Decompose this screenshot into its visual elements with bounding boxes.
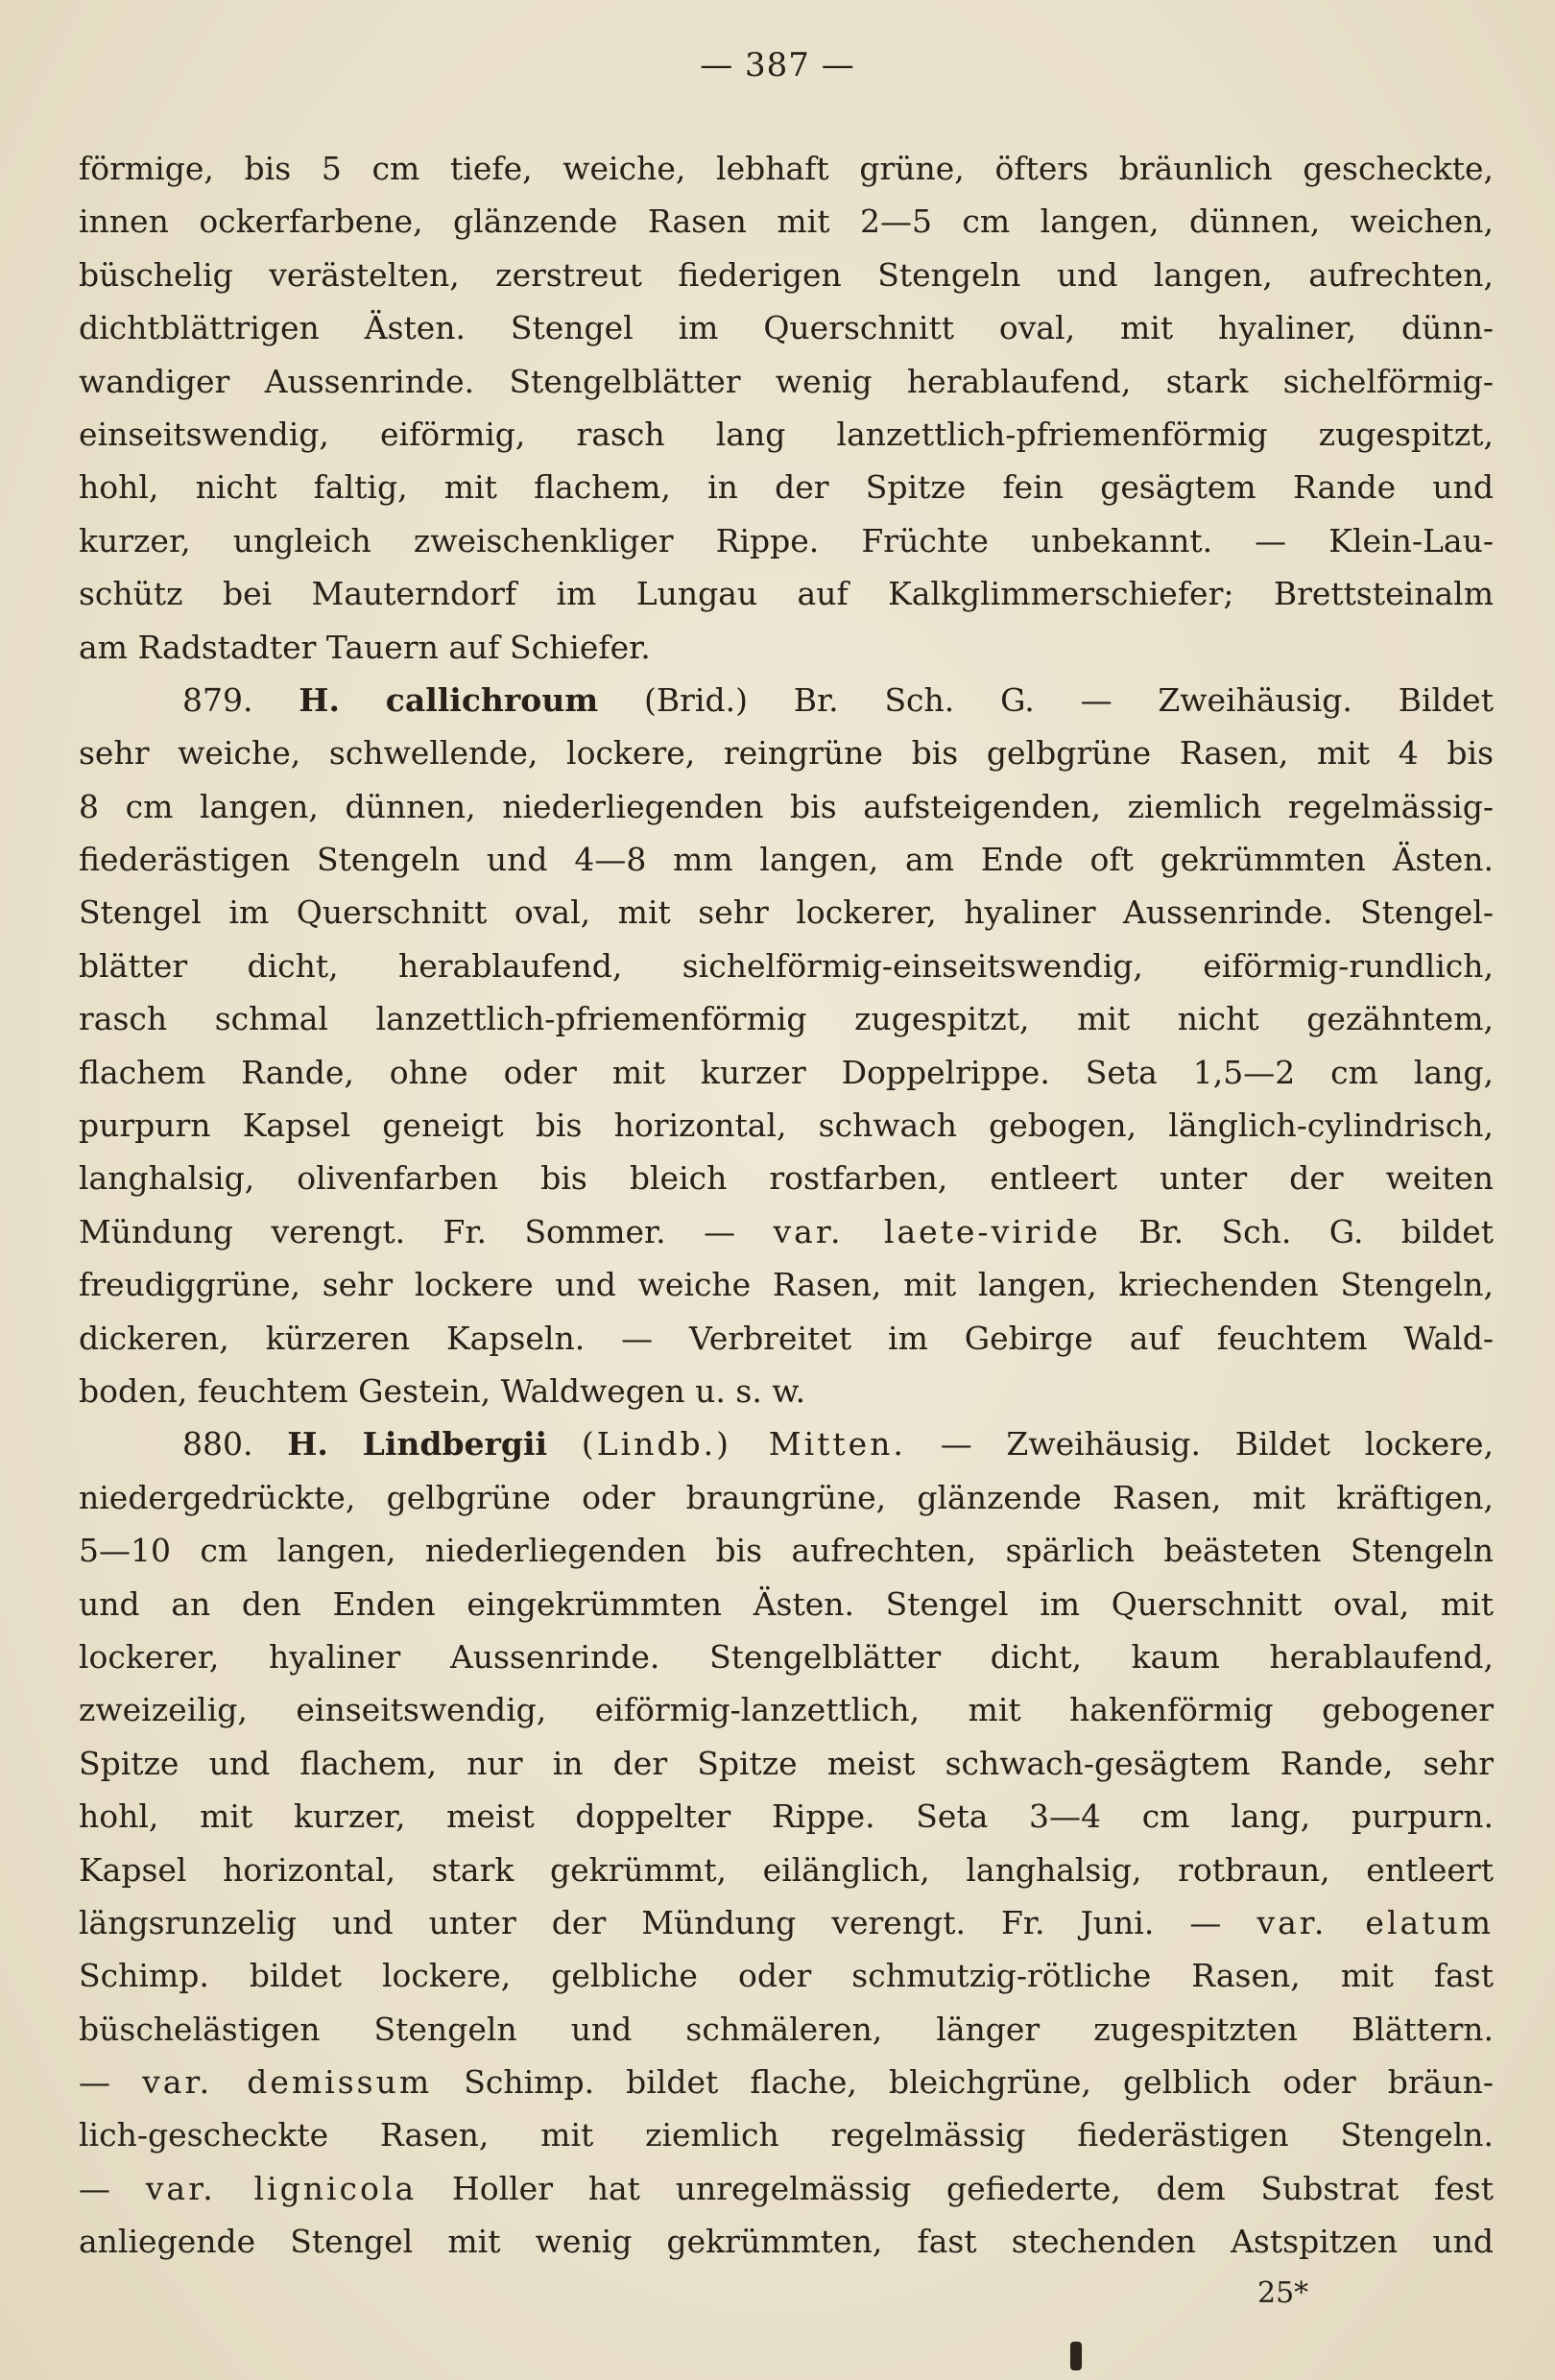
entry-number: 879. — [182, 680, 253, 719]
entry-number: 880. — [182, 1425, 253, 1464]
text-line: lockerer, hyaliner Aussenrinde. Stengelblätter dicht, kaum herablaufend, — [79, 1637, 1494, 1676]
text-line: niedergedrückte, gelbgrüne oder braungrüne, glänzende Rasen, mit kräftigen, — [79, 1478, 1494, 1516]
signature-mark: 25* — [1257, 2276, 1309, 2310]
text-span: Br. Sch. G. bildet — [1138, 1212, 1494, 1250]
text-span: — — [79, 2063, 110, 2102]
text-line: dichtblättrigen Ästen. Stengel im Querschnitt oval, mit hyaliner, dünn- — [79, 309, 1494, 347]
text-line: Stengel im Querschnitt oval, mit sehr lockerer, hyaliner Aussenrinde. Stengel- — [79, 893, 1494, 932]
text-line: Spitze und flachem, nur in der Spitze meist schwach-gesägtem Rande, sehr — [79, 1744, 1494, 1782]
text-line: förmige, bis 5 cm tiefe, weiche, lebhaft grüne, öfters bräunlich gescheckte, — [79, 150, 1494, 187]
text-line: schütz bei Mauterndorf im Lungau auf Kalkglimmerschiefer; Brettsteinalm — [79, 575, 1494, 613]
text-line: blätter dicht, herablaufend, sichelförmig-einseitswendig, eiförmig-rundlich, — [79, 946, 1494, 985]
heading-rest: — Zweihäusig. Bildet lockere, — [940, 1425, 1494, 1464]
page-number: — 387 — — [700, 46, 855, 84]
variety-line — [79, 1205, 1494, 1258]
variety-name: var. demissum — [142, 2063, 433, 2102]
text-line: büschelästigen Stengeln und schmäleren, länger zugespitzten Blättern. — [79, 2010, 1494, 2048]
text-line: langhalsig, olivenfarben bis bleich rostfarben, entleert unter der weiten — [79, 1159, 1494, 1198]
variety-line — [79, 1896, 1494, 1949]
text-line: Schimp. bildet lockere, gelbliche oder schmutzig-rötliche Rasen, mit fast — [79, 1957, 1494, 1995]
text-line: kurzer, ungleich zweischenkliger Rippe. Früchte unbekannt. — Klein-Lau- — [79, 521, 1494, 559]
text-line: am Radstadter Tauern auf Schiefer. — [79, 628, 651, 666]
text-line: hohl, mit kurzer, meist doppelter Rippe. Seta 3—4 cm lang, purpurn. — [79, 1797, 1494, 1836]
genus-abbrev: H. — [299, 680, 340, 719]
species-name: callichroum — [385, 680, 599, 719]
text-span: Schimp. bildet flache, bleichgrüne, gelblich oder bräun- — [464, 2063, 1494, 2102]
variety-name: var. laete-viride — [773, 1212, 1101, 1250]
text-line: anliegende Stengel mit wenig gekrümmten, fast stechenden Astspitzen und — [79, 2223, 1494, 2261]
species-name: Lindbergii — [362, 1425, 548, 1464]
text-line: büschelig verästelten, zerstreut fiederigen Stengeln und langen, aufrechten, — [79, 255, 1494, 294]
variety-line — [79, 2056, 1494, 2108]
text-line: 5—10 cm langen, niederliegenden bis aufrechten, spärlich beästeten Stengeln — [79, 1532, 1494, 1570]
text-line: hohl, nicht faltig, mit flachem, in der Spitze fein gesägtem Rande und — [79, 468, 1494, 507]
text-line: sehr weiche, schwellende, lockere, reingrüne bis gelbgrüne Rasen, mit 4 bis — [79, 734, 1494, 773]
text-span: — — [79, 2169, 110, 2207]
text-line: rasch schmal lanzettlich-pfriemenförmig zugespitzt, mit nicht gezähntem, — [79, 1000, 1494, 1038]
text-span: Mündung verengt. Fr. Sommer. — — [79, 1212, 736, 1250]
authority: (Brid.) Br. Sch. G. — [644, 680, 1035, 719]
text-line: boden, feuchtem Gestein, Waldwegen u. s. w. — [79, 1371, 806, 1410]
authority: (Lindb.) Mitten. — [581, 1425, 906, 1464]
variety-line — [79, 2162, 1494, 2215]
heading-rest: — Zweihäusig. Bildet — [1080, 680, 1494, 719]
text-line: einseitswendig, eiförmig, rasch lang lanzettlich-pfriemenförmig zugespitzt, — [79, 415, 1494, 453]
text-line: freudiggrüne, sehr lockere und weiche Rasen, mit langen, kriechenden Stengeln, — [79, 1266, 1494, 1304]
entry-880-heading — [79, 1417, 1494, 1470]
text-line: zweizeilig, einseitswendig, eiförmig-lanzettlich, mit hakenförmig gebogener — [79, 1691, 1494, 1729]
entry-879-heading — [79, 674, 1494, 726]
text-line: Kapsel horizontal, stark gekrümmt, eilänglich, langhalsig, rotbraun, entleert — [79, 1850, 1494, 1889]
text-line: dickeren, kürzeren Kapseln. — Verbreitet im Gebirge auf feuchtem Wald- — [79, 1319, 1494, 1357]
text-span: längsrunzelig und unter der Mündung verengt. Fr. Juni. — — [79, 1903, 1222, 1941]
text-line: flachem Rande, ohne oder mit kurzer Doppelrippe. Seta 1,5—2 cm lang, — [79, 1053, 1494, 1091]
text-line: 8 cm langen, dünnen, niederliegenden bis aufsteigenden, ziemlich regelmässig- — [79, 787, 1494, 825]
text-span: Holler hat unregelmässig gefiederte, dem Substrat fest — [451, 2169, 1494, 2207]
text-line: purpurn Kapsel geneigt bis horizontal, schwach gebogen, länglich-cylindrisch, — [79, 1107, 1494, 1145]
text-line: und an den Enden eingekrümmten Ästen. Stengel im Querschnitt oval, mit — [79, 1584, 1494, 1623]
ink-spot — [1070, 2342, 1082, 2370]
variety-name: var. elatum — [1256, 1903, 1494, 1941]
text-line: lich-gescheckte Rasen, mit ziemlich regelmässig fiederästigen Stengeln. — [79, 2116, 1494, 2154]
text-line: wandiger Aussenrinde. Stengelblätter wenig herablaufend, stark sichelförmig- — [79, 362, 1494, 400]
text-line: fiederästigen Stengeln und 4—8 mm langen, am Ende oft gekrümmten Ästen. — [79, 841, 1494, 879]
variety-name: var. lignicola — [145, 2169, 418, 2207]
page-text — [79, 142, 1494, 2269]
genus-abbrev: H. — [287, 1425, 328, 1464]
text-line: innen ockerfarbene, glänzende Rasen mit 2—5 cm langen, dünnen, weichen, — [79, 202, 1494, 241]
